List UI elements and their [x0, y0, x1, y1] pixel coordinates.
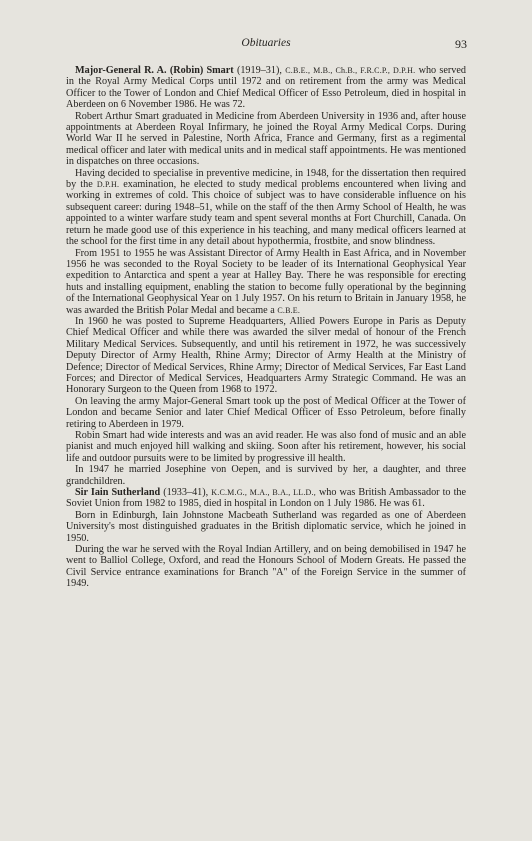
page-number: 93 [455, 37, 467, 51]
smart-paragraph-2 [66, 168, 466, 248]
smart-p2-text-b: examination, he elected to study medical problems encountered when living and working in extremes of cold. This choice of subject was to have considerable influence on his subsequent career: during 1948–51, while on the staff of the then Army School of Health, he was appointed to a winter warfare study team and spent several months at Fort Churchill, Canada. On return he made good use of this experience in his teaching, and many medical officers learned at the school for the first time in any detail about hypothermia, frostbite, and snow blindness. [66, 179, 466, 248]
smart-p2-text-a: Having decided to specialise in preventive medicine, in 1948, for the dissertation then required by the [66, 167, 466, 191]
smart-paragraph-1: Robert Arthur Smart graduated in Medicine from Aberdeen University in 1936 and, after house appointments at Aberdeen Royal Infirmary, he joined the Royal Army Medical Corps. During World War II he served in Palestine, North Africa, France and Germany, first as a regimental medical officer and later with medical units and in medical staff appointments. He was mentioned in dispatches on three occasions. [66, 110, 466, 168]
smart-paragraph-3 [66, 248, 466, 316]
smart-years: (1919–31), [236, 65, 282, 76]
sutherland-years: (1933–41), [163, 487, 209, 499]
smart-p3-cbe: C.B.E. [277, 305, 301, 315]
obituaries-text [66, 65, 466, 590]
smart-p3-text: From 1951 to 1955 he was Assistant Director of Army Health in East Africa, and in November 1956 he was seconded to the Royal Society to be leader of its International Geophysical Year expedition to Antarctica and spent a year at Halley Bay. There he was responsible for erecting huts and installing equipment, enabling the station to become fully operational by the beginning of the International Geophysical Year on 1 July 1957. On his return to Britain in January 1958, he was awarded the British Polar Medal and became a [66, 247, 466, 316]
sutherland-paragraph-1: Born in Edinburgh, Iain Johnstone Macbeath Sutherland was regarded as one of Aberdeen University's most distinguished graduates in the British diplomatic service, which he joined in 1950. [66, 509, 466, 544]
smart-paragraph-5: On leaving the army Major-General Smart took up the post of Medical Officer at the Tower of London and became Senior and later Chief Medical Officer of Esso Petroleum, before finally retiring to Aberdeen in 1979. [66, 395, 466, 430]
sutherland-paragraph-2: During the war he served with the Royal Indian Artillery, and on being demobilised in 1947 he went to Balliol College, Oxford, and read the Honours School of Modern Greats. He passed the Civil Service entrance examinations for Branch ''A'' of the Foreign Service in the summer of 1949. [66, 544, 466, 590]
smart-paragraph-7: In 1947 he married Josephine von Oepen, and is survived by her, a daughter, and three grandchildren. [66, 464, 466, 487]
sutherland-name: Sir Iain Sutherland [75, 487, 161, 499]
smart-intro: who served in the Royal Army Medical Corps until 1972 and on retirement from the army was Medical Officer to the Tower of London and Chief Medical Officer of Esso Petroleum, died in hospital in Aberdeen on 6 November 1986. He was 72. [66, 65, 466, 111]
running-head [66, 37, 466, 53]
sutherland-postnominals: K.C.M.G., M.A., B.A., LL.D., [211, 488, 316, 498]
smart-paragraph-4: In 1960 he was posted to Supreme Headquarters, Allied Powers Europe in Paris as Deputy Chief Medical Officer and while there was awarded the silver medal of honour of the French Military Medical Services. Subsequently, and until his retirement in 1972, he was successively Deputy Director of Army Health, Rhine Army; Director of Army Health at the Ministry of Defence; Director of Medical Services, Rhine Army; Director of Medical Services, Far East Land Forces; and Director of Medical Services, Headquarters Army Strategic Command. He was an Honorary Surgeon to the Queen from 1968 to 1972. [66, 315, 466, 396]
smart-name: Major-General R. A. (Robin) Smart [75, 65, 234, 76]
smart-p2-dph: D.P.H. [96, 180, 120, 190]
smart-intro-paragraph [66, 65, 466, 111]
running-title: Obituaries [241, 37, 291, 49]
smart-postnominals: C.B.E., M.B., Ch.B., F.R.C.P., D.P.H. [285, 66, 416, 75]
sutherland-intro: who was British Ambassador to the Soviet Union from 1982 to 1985, died in hospital in London on 1 July 1986. He was 61. [66, 487, 467, 510]
sutherland-intro-paragraph [66, 487, 466, 510]
smart-paragraph-6: Robin Smart had wide interests and was an avid reader. He was also fond of music and an able pianist and much enjoyed hill walking and skiing. Soon after his retirement, however, his social life and outdoor pursuits were to be limited by progressive ill health. [66, 430, 466, 464]
